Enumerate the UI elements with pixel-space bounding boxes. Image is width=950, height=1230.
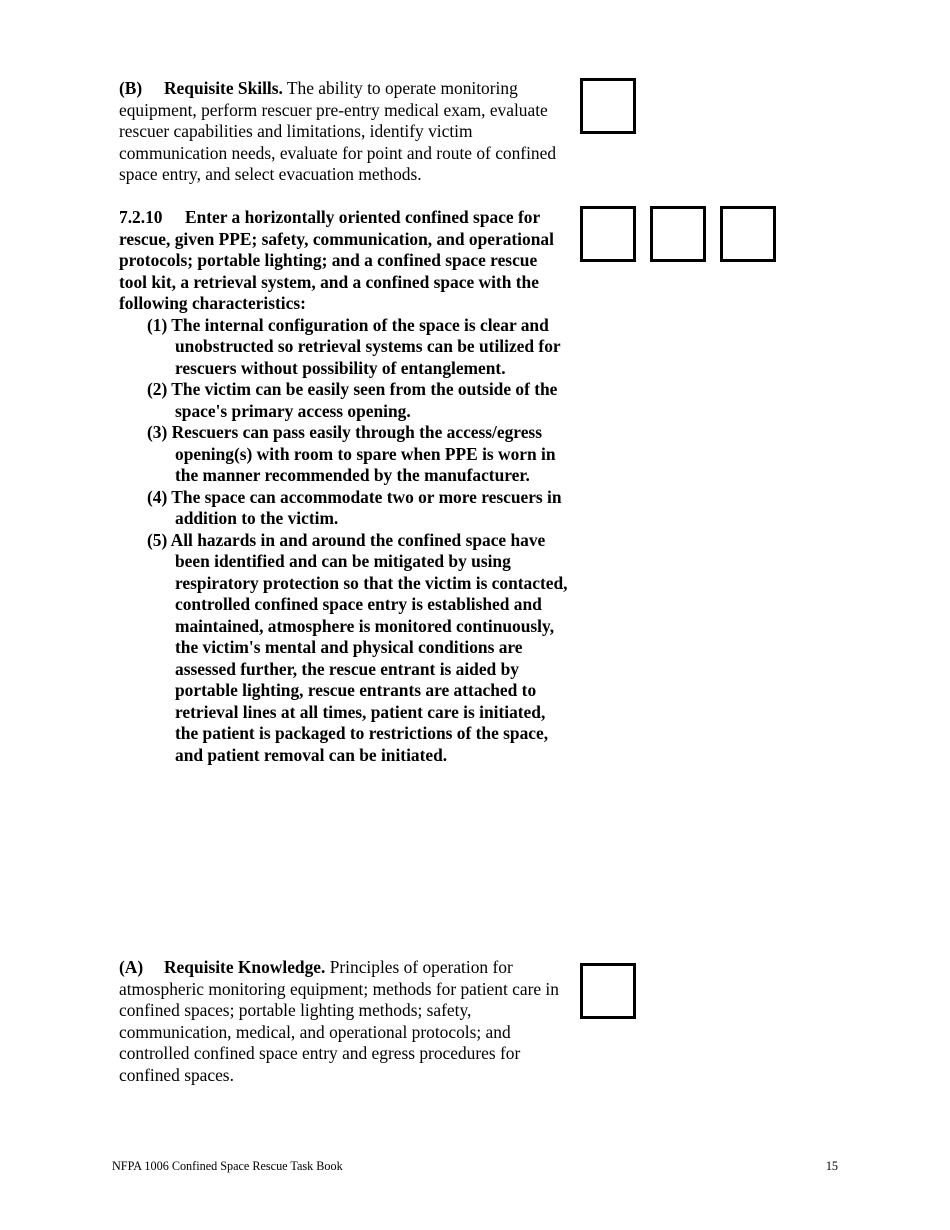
signoff-checkbox[interactable] [720,206,776,262]
signoff-checkbox[interactable] [580,206,636,262]
task-number: 7.2.10 [119,207,163,227]
requisite-knowledge-label [119,957,325,977]
task-text: Enter a horizontally oriented confined space for rescue, given PPE; safety, communication, and operational protocols; portable lighting; and a confined space rescue tool kit, a retrieval system, and a confined space with the following characteristics: [119,207,554,313]
signoff-checkbox[interactable] [580,78,636,134]
requisite-skills-section [119,78,569,186]
requisite-skills-label [119,78,283,98]
requisite-knowledge-paragraph [119,957,569,1086]
task-7-2-10-section [119,207,569,766]
task-characteristics-list [119,315,569,767]
section-code: (B) [119,78,143,98]
section-text: The ability to operate monitoring equipment, perform rescuer pre-entry medical exam, evaluate rescuer capabilities and limitations, identify victim communication needs, evaluate for point and route of confined space entry, and select evacuation methods. [119,78,557,184]
list-item: (5) All hazards in and around the confined space have been identified and can be mitigated by using respiratory protection so that the victim is contacted, controlled confined space entry is established and maintained, atmosphere is monitored continuously, the victim's mental and physical conditions are assessed further, the rescue entrant is aided by portable lighting, rescue entrants are attached to retrieval lines at all times, patient care is initiated, the patient is packaged to restrictions of the space, and patient removal can be initiated. [147,529,568,765]
section-text: Principles of operation for atmospheric monitoring equipment; methods for patient care in confined spaces; portable lighting methods; safety, communication, medical, and operational protocols; and controlled confined space entry and egress procedures for confined spaces. [119,957,559,1085]
signoff-checkbox[interactable] [650,206,706,262]
section-code: (A) [119,957,144,977]
section-heading: Requisite Skills. [164,78,283,98]
requisite-skills-paragraph [119,78,569,186]
signoff-checkbox[interactable] [580,963,636,1019]
list-item: (4) The space can accommodate two or more rescuers in addition to the victim. [147,486,562,528]
page-number: 15 [825,1159,838,1173]
requisite-knowledge-section [119,957,569,1086]
list-item: (2) The victim can be easily seen from the outside of the space's primary access opening. [147,379,558,421]
task-statement [119,207,569,315]
footer-title: NFPA 1006 Confined Space Rescue Task Book [112,1159,343,1173]
section-heading: Requisite Knowledge. [164,957,326,977]
list-item: (1) The internal configuration of the space is clear and unobstructed so retrieval systems can be utilized for rescuers without possibility of entanglement. [147,314,561,378]
list-item: (3) Rescuers can pass easily through the access/egress opening(s) with room to spare when PPE is worn in the manner recommended by the manufacturer. [147,422,556,485]
